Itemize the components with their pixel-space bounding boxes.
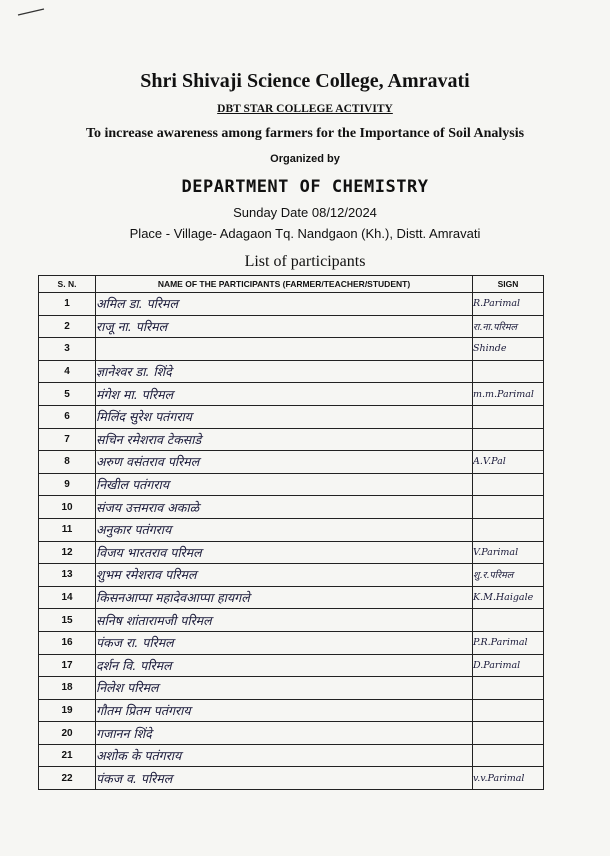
participant-name-cell: अमिल डा. परिमल — [96, 293, 473, 316]
serial-number-cell: 11 — [39, 518, 96, 541]
table-row — [39, 609, 544, 632]
table-row — [39, 699, 544, 722]
participant-name-cell: मंगेश मा. परिमल — [96, 383, 473, 406]
serial-number-cell: 14 — [39, 586, 96, 609]
participant-name-cell: अशोक के पतंगराय — [96, 744, 473, 767]
table-row — [39, 315, 544, 338]
participant-name-cell: किसनआप्पा महादेवआप्पा हायगले — [96, 586, 473, 609]
signature-cell — [473, 405, 544, 428]
participant-name-cell: पंकज रा. परिमल — [96, 631, 473, 654]
participant-name-cell: संजय उत्तमराव अकाळे — [96, 496, 473, 519]
table-row — [39, 767, 544, 790]
serial-number-cell: 21 — [39, 744, 96, 767]
serial-number-cell: 19 — [39, 699, 96, 722]
participant-name-cell: शुभम रमेशराव परिमल — [96, 564, 473, 587]
signature-cell — [473, 609, 544, 632]
participant-name-cell: अनुकार पतंगराय — [96, 518, 473, 541]
place-line: Place - Village- Adagaon Tq. Nandgaon (Kh.), Distt. Amravati — [129, 226, 481, 241]
signature-cell: शु.र.परिमल — [473, 564, 544, 587]
signature-cell — [473, 677, 544, 700]
signature-cell: v.v.Parimal — [473, 767, 544, 790]
signature-cell — [473, 699, 544, 722]
signature-cell — [473, 360, 544, 383]
activity-title: DBT STAR COLLEGE ACTIVITY — [217, 103, 393, 115]
signature-cell: P.R.Parimal — [473, 631, 544, 654]
participant-name-cell: विजय भारतराव परिमल — [96, 541, 473, 564]
table-row — [39, 654, 544, 677]
serial-number-cell: 17 — [39, 654, 96, 677]
table-row — [39, 586, 544, 609]
participant-name-cell: ज्ञानेश्वर डा. शिंदे — [96, 360, 473, 383]
department-name: DEPARTMENT OF CHEMISTRY — [181, 177, 429, 197]
serial-number-cell: 2 — [39, 315, 96, 338]
table-row — [39, 564, 544, 587]
signature-cell: A.V.Pal — [473, 451, 544, 474]
participants-rows — [39, 293, 544, 790]
participant-name-cell: निखील पतंगराय — [96, 473, 473, 496]
participant-name-cell: पंकज व. परिमल — [96, 767, 473, 790]
column-header-sn: S. N. — [39, 276, 96, 293]
participants-table — [38, 275, 544, 790]
table-row — [39, 541, 544, 564]
participant-name-cell: मिलिंद सुरेश पतंगराय — [96, 405, 473, 428]
column-header-sign: SIGN — [473, 276, 544, 293]
signature-cell: K.M.Haigale — [473, 586, 544, 609]
serial-number-cell: 10 — [39, 496, 96, 519]
participant-name-cell: अरुण वसंतराव परिमल — [96, 451, 473, 474]
pen-stroke-mark — [16, 4, 46, 18]
table-row — [39, 293, 544, 316]
table-row — [39, 473, 544, 496]
table-row — [39, 360, 544, 383]
table-row — [39, 405, 544, 428]
activity-objective: To increase awareness among farmers for the Importance of Soil Analysis — [85, 126, 525, 141]
table-row — [39, 428, 544, 451]
serial-number-cell: 3 — [39, 338, 96, 361]
serial-number-cell: 1 — [39, 293, 96, 316]
table-row — [39, 338, 544, 361]
serial-number-cell: 15 — [39, 609, 96, 632]
column-header-name: NAME OF THE PARTICIPANTS (FARMER/TEACHER/STUDENT) — [96, 276, 473, 293]
list-title: List of participants — [244, 253, 366, 270]
participant-name-cell: सनिष शांतारामजी परिमल — [96, 609, 473, 632]
serial-number-cell: 22 — [39, 767, 96, 790]
participant-name-cell: राजू ना. परिमल — [96, 315, 473, 338]
signature-cell — [473, 496, 544, 519]
table-row — [39, 722, 544, 745]
table-header-row — [39, 276, 544, 293]
signature-cell — [473, 722, 544, 745]
signature-cell: Shinde — [473, 338, 544, 361]
signature-cell: R.Parimal — [473, 293, 544, 316]
serial-number-cell: 18 — [39, 677, 96, 700]
signature-cell: m.m.Parimal — [473, 383, 544, 406]
serial-number-cell: 5 — [39, 383, 96, 406]
college-name: Shri Shivaji Science College, Amravati — [140, 70, 470, 92]
signature-cell: D.Parimal — [473, 654, 544, 677]
participant-name-cell — [96, 338, 473, 361]
signature-cell — [473, 428, 544, 451]
signature-cell: V.Parimal — [473, 541, 544, 564]
participant-name-cell: गजानन शिंदे — [96, 722, 473, 745]
table-row — [39, 518, 544, 541]
serial-number-cell: 13 — [39, 564, 96, 587]
serial-number-cell: 9 — [39, 473, 96, 496]
serial-number-cell: 6 — [39, 405, 96, 428]
serial-number-cell: 4 — [39, 360, 96, 383]
serial-number-cell: 16 — [39, 631, 96, 654]
table-row — [39, 383, 544, 406]
serial-number-cell: 7 — [39, 428, 96, 451]
table-row — [39, 496, 544, 519]
participant-name-cell: गौतम प्रितम पतंगराय — [96, 699, 473, 722]
serial-number-cell: 20 — [39, 722, 96, 745]
table-row — [39, 451, 544, 474]
participant-name-cell: दर्शन वि. परिमल — [96, 654, 473, 677]
date-line: Sunday Date 08/12/2024 — [233, 205, 377, 220]
signature-cell — [473, 518, 544, 541]
serial-number-cell: 12 — [39, 541, 96, 564]
participant-name-cell: सचिन रमेशराव टेकसाडे — [96, 428, 473, 451]
serial-number-cell: 8 — [39, 451, 96, 474]
signature-cell: रा.ना.परिमल — [473, 315, 544, 338]
table-row — [39, 744, 544, 767]
organized-by-label: Organized by — [270, 153, 340, 165]
participant-name-cell: निलेश परिमल — [96, 677, 473, 700]
table-row — [39, 631, 544, 654]
table-row — [39, 677, 544, 700]
signature-cell — [473, 473, 544, 496]
signature-cell — [473, 744, 544, 767]
